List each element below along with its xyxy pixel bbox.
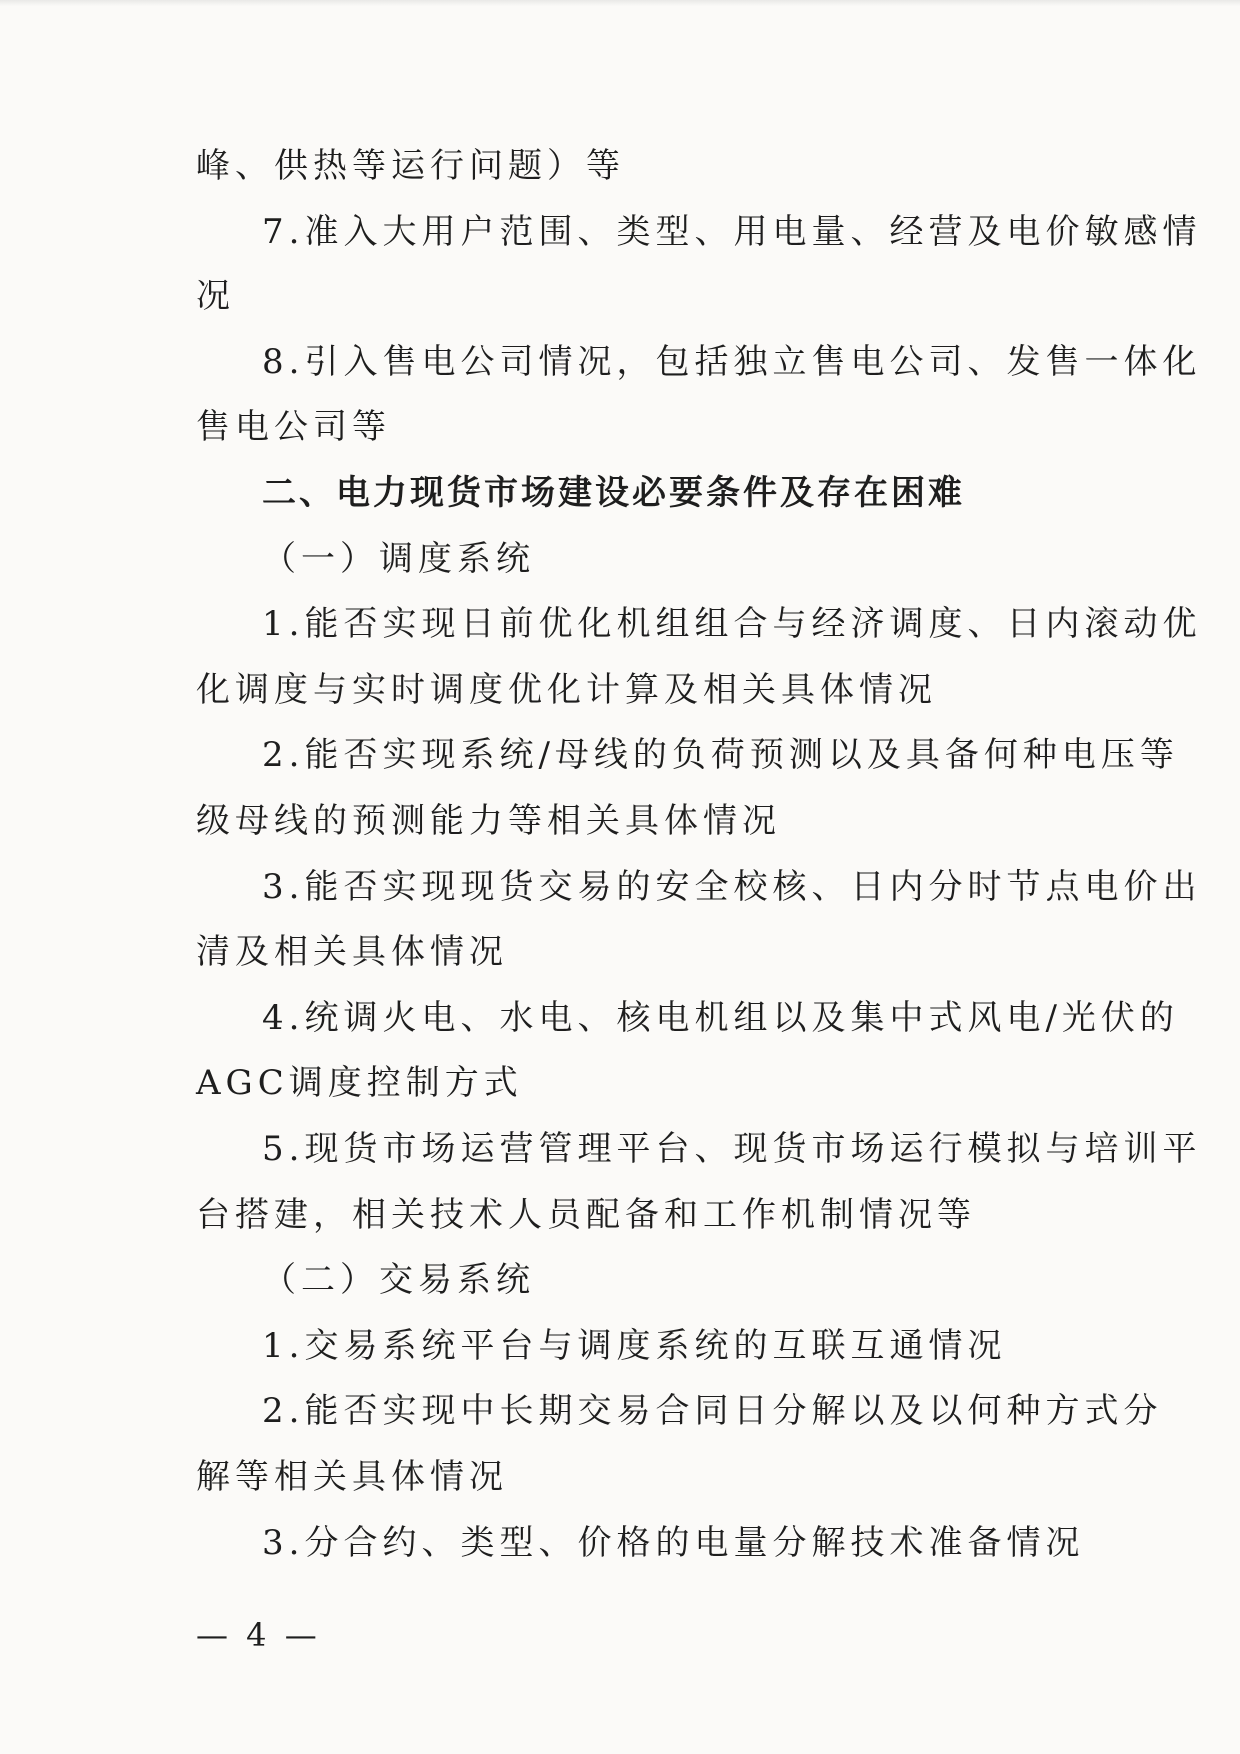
text-line-trading-3: 3.分合约、类型、价格的电量分解技术准备情况 <box>262 1523 1085 1563</box>
text-line-trading-2-cont: 解等相关具体情况 <box>196 1457 508 1497</box>
text-line-item-7-cont: 况 <box>196 276 235 316</box>
text-line-dispatch-4: 4.统调火电、水电、核电机组以及集中式风电/光伏的 <box>262 998 1179 1038</box>
text-line-item-8: 8.引入售电公司情况，包括独立售电公司、发售一体化 <box>262 342 1202 382</box>
text-line-dispatch-1: 1.能否实现日前优化机组组合与经济调度、日内滚动优 <box>262 604 1202 644</box>
text-line-dispatch-5: 5.现货市场运营管理平台、现货市场运行模拟与培训平 <box>262 1129 1202 1169</box>
text-line-dispatch-2-cont: 级母线的预测能力等相关具体情况 <box>196 801 781 841</box>
text-line-continuation: 峰、供热等运行问题）等 <box>196 146 625 186</box>
text-line-dispatch-1-cont: 化调度与实时调度优化计算及相关具体情况 <box>196 670 937 710</box>
text-line-item-8-cont: 售电公司等 <box>196 407 391 447</box>
text-line-dispatch-3: 3.能否实现现货交易的安全校核、日内分时节点电价出 <box>262 867 1202 907</box>
text-line-item-7: 7.准入大用户范围、类型、用电量、经营及电价敏感情 <box>262 212 1202 252</box>
text-line-dispatch-4-cont: AGC调度控制方式 <box>196 1063 523 1103</box>
text-line-dispatch-5-cont: 台搭建，相关技术人员配备和工作机制情况等 <box>196 1195 976 1235</box>
text-line-trading-2: 2.能否实现中长期交易合同日分解以及以何种方式分 <box>262 1391 1163 1431</box>
text-line-dispatch-3-cont: 清及相关具体情况 <box>196 932 508 972</box>
text-line-trading-1: 1.交易系统平台与调度系统的互联互通情况 <box>262 1326 1007 1366</box>
subsection-heading-2: （二）交易系统 <box>262 1260 535 1300</box>
page-number: — 4 — <box>196 1616 321 1654</box>
subsection-heading-1: （一）调度系统 <box>262 539 535 579</box>
scan-edge <box>0 0 1240 6</box>
text-line-dispatch-2: 2.能否实现系统/母线的负荷预测以及具备何种电压等 <box>262 735 1179 775</box>
section-heading-2: 二、电力现货市场建设必要条件及存在困难 <box>262 473 965 513</box>
